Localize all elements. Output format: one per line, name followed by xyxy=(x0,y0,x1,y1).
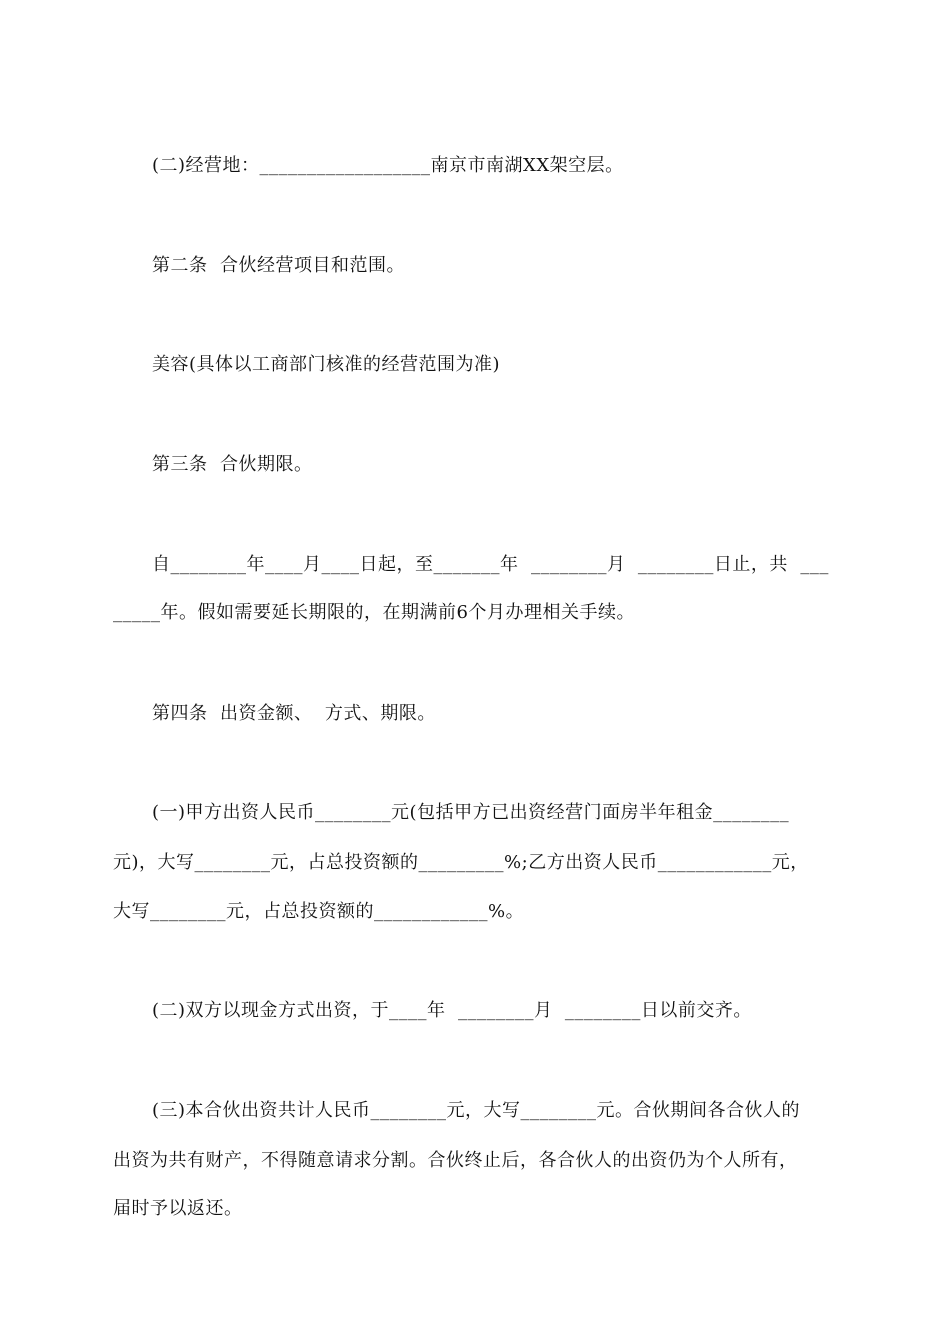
paragraph-contribution-line-1: (一)甲方出资人民币________元(包括甲方已出资经营门面房半年租金________ xyxy=(152,802,790,823)
paragraph-contribution-line-2: 元)，大写________元，占总投资额的_________%;乙方出资人民币____________元， xyxy=(113,852,809,873)
paragraph-total-contribution-line-1: (三)本合伙出资共计人民币________元，大写________元。合伙期间各合伙人的 xyxy=(152,1100,801,1121)
paragraph-business-location: (二)经营地：__________________南京市南湖XX架空层。 xyxy=(152,155,624,176)
heading-article-four: 第四条 出资金额、 方式、期限。 xyxy=(152,703,436,724)
paragraph-business-scope: 美容(具体以工商部门核准的经营范围为准) xyxy=(152,354,501,375)
paragraph-contribution-line-3: 大写________元，占总投资额的____________%。 xyxy=(113,901,525,922)
paragraph-total-contribution-line-2: 出资为共有财产，不得随意请求分割。合伙终止后，各合伙人的出资仍为个人所有， xyxy=(113,1150,798,1171)
paragraph-term-line-2: _____年。假如需要延长期限的，在期满前6个月办理相关手续。 xyxy=(113,602,635,623)
paragraph-total-contribution-line-3: 届时予以返还。 xyxy=(113,1198,243,1219)
heading-article-two: 第二条 合伙经营项目和范围。 xyxy=(152,255,405,276)
heading-article-three: 第三条 合伙期限。 xyxy=(152,454,313,475)
paragraph-cash-contribution: (二)双方以现金方式出资，于____年 ________月 ________日以前交齐。 xyxy=(152,1000,752,1021)
paragraph-term-line-1: 自________年____月____日起，至_______年 ________月 ________日止，共 ___ xyxy=(152,554,829,575)
